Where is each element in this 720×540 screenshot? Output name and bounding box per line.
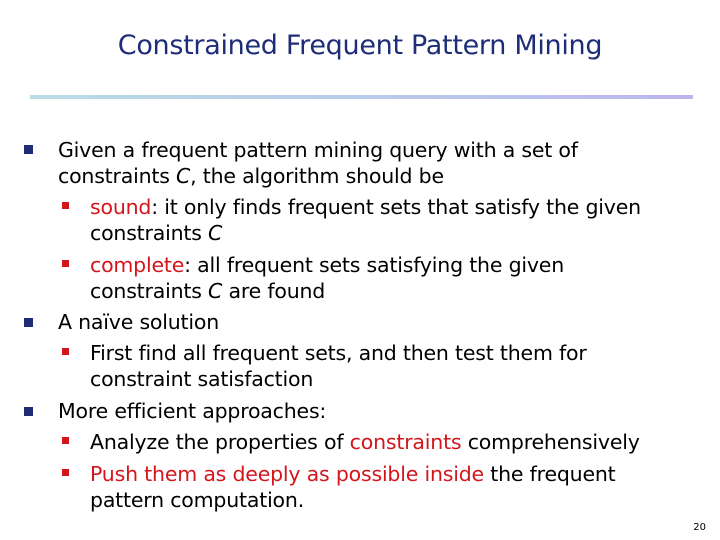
bullet-text bbox=[58, 164, 444, 188]
keyword-complete: complete bbox=[90, 253, 185, 277]
text-line: the frequent bbox=[483, 462, 616, 486]
bullet-marker bbox=[24, 407, 33, 416]
text-line: constraint satisfaction bbox=[90, 367, 314, 391]
keyword-push: Push them as deeply as possible inside bbox=[90, 462, 484, 486]
keyword-sound: sound bbox=[90, 195, 152, 219]
constraint-symbol: C bbox=[208, 221, 223, 245]
constraint-symbol: C bbox=[176, 164, 191, 188]
bullet-marker bbox=[24, 145, 33, 154]
sub-bullet-text bbox=[90, 253, 564, 277]
sub-bullet-text bbox=[90, 195, 641, 219]
sub-bullet-text bbox=[90, 221, 222, 245]
constraint-symbol: C bbox=[208, 279, 223, 303]
text-line: : all frequent sets satisfying the given bbox=[184, 253, 565, 277]
bullet-marker bbox=[24, 318, 33, 327]
text-line: , the algorithm should be bbox=[190, 164, 444, 188]
sub-bullet-text bbox=[90, 367, 313, 391]
text-line: pattern computation. bbox=[90, 488, 305, 512]
text-line: constraints bbox=[90, 279, 209, 303]
sub-bullet-marker bbox=[62, 260, 69, 267]
text-line: constraints bbox=[58, 164, 177, 188]
page-number: 20 bbox=[693, 522, 706, 533]
sub-bullet-text bbox=[90, 462, 616, 486]
text-line: : it only finds frequent sets that satisfy the given bbox=[151, 195, 641, 219]
sub-bullet-marker bbox=[62, 469, 69, 476]
text-line: First find all frequent sets, and then test them for bbox=[90, 341, 587, 365]
text-line: A naïve solution bbox=[58, 310, 220, 334]
sub-bullet-text bbox=[90, 430, 640, 454]
text-line: are found bbox=[222, 279, 326, 303]
text-line: comprehensively bbox=[461, 430, 640, 454]
bullet-text bbox=[58, 399, 326, 423]
text-line: Analyze the properties of bbox=[90, 430, 350, 454]
bullet-text bbox=[58, 138, 578, 162]
sub-bullet-marker bbox=[62, 202, 69, 209]
sub-bullet-marker bbox=[62, 348, 69, 355]
slide-title: Constrained Frequent Pattern Mining bbox=[117, 30, 603, 61]
keyword-constraints: constraints bbox=[349, 430, 462, 454]
sub-bullet-text bbox=[90, 279, 325, 303]
bullet-text bbox=[58, 310, 219, 334]
text-line: More efficient approaches: bbox=[58, 399, 327, 423]
text-line: Given a frequent pattern mining query with a set of bbox=[58, 138, 578, 162]
text-line: constraints bbox=[90, 221, 209, 245]
sub-bullet-text bbox=[90, 341, 587, 365]
sub-bullet-text bbox=[90, 488, 304, 512]
sub-bullet-marker bbox=[62, 437, 69, 444]
